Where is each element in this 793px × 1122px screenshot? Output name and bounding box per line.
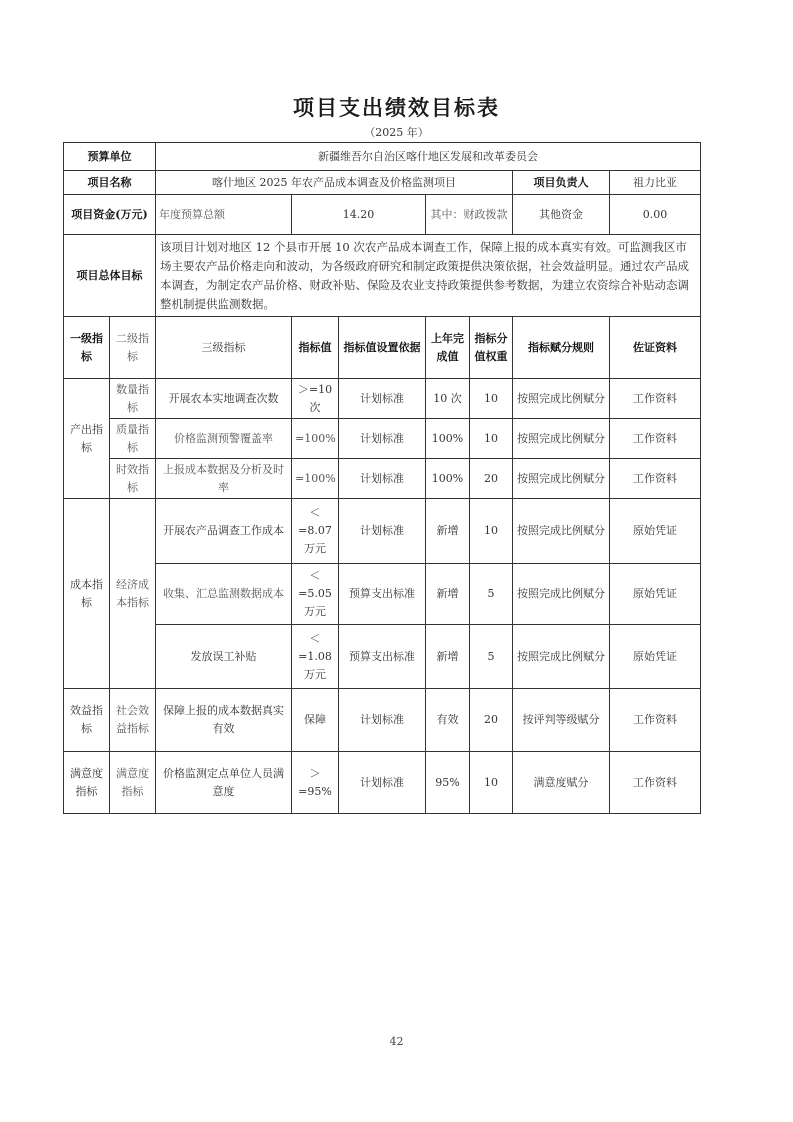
row-weight: 10 [470, 752, 513, 814]
budget-unit-value: 新疆维吾尔自治区喀什地区发展和改革委员会 [156, 143, 701, 171]
row-name: 收集、汇总监测数据成本 [156, 564, 292, 625]
budget-unit-label: 预算单位 [64, 143, 156, 171]
table-row [64, 625, 701, 689]
project-name-label: 项目名称 [64, 171, 156, 195]
row-rule: 满意度赋分 [513, 752, 610, 814]
row-rule: 按照完成比例赋分 [513, 625, 610, 689]
row-evidence: 原始凭证 [610, 499, 701, 564]
row-name: 开展农本实地调查次数 [156, 379, 292, 419]
row-evidence: 工作资料 [610, 689, 701, 752]
col-value: 指标值 [292, 317, 339, 379]
table-row [64, 459, 701, 499]
project-name-value: 喀什地区 2025 年农产品成本调查及价格监测项目 [156, 171, 513, 195]
row-name: 保障上报的成本数据真实有效 [156, 689, 292, 752]
row-name: 发放误工补贴 [156, 625, 292, 689]
row-value: ＜=5.05万元 [292, 564, 339, 625]
row-rule: 按照完成比例赋分 [513, 564, 610, 625]
row-rule: 按照完成比例赋分 [513, 379, 610, 419]
row-rule: 按照完成比例赋分 [513, 459, 610, 499]
performance-table [63, 142, 701, 814]
row-basis: 计划标准 [339, 752, 426, 814]
project-name-row [64, 171, 701, 195]
row-evidence: 工作资料 [610, 752, 701, 814]
funds-row [64, 195, 701, 235]
row-name: 价格监测定点单位人员满意度 [156, 752, 292, 814]
row-weight: 5 [470, 564, 513, 625]
row-last: 新增 [426, 499, 470, 564]
row-basis: 计划标准 [339, 379, 426, 419]
row-rule: 按照完成比例赋分 [513, 499, 610, 564]
row-value: ＜=8.07万元 [292, 499, 339, 564]
col-level3: 三级指标 [156, 317, 292, 379]
table-row [64, 419, 701, 459]
row-weight: 5 [470, 625, 513, 689]
row-rule: 按照完成比例赋分 [513, 419, 610, 459]
year-label: （2025 年） [364, 126, 429, 139]
sub-quantity: 数量指标 [110, 379, 156, 419]
row-last: 100% [426, 459, 470, 499]
row-last: 新增 [426, 625, 470, 689]
row-evidence: 原始凭证 [610, 625, 701, 689]
row-value: ＞=95% [292, 752, 339, 814]
row-name: 价格监测预警覆盖率 [156, 419, 292, 459]
sub-social: 社会效益指标 [110, 689, 156, 752]
column-header-row [64, 317, 701, 379]
goal-label: 项目总体目标 [64, 235, 156, 317]
row-value: ＜=1.08万元 [292, 625, 339, 689]
row-evidence: 工作资料 [610, 459, 701, 499]
row-value: =100% [292, 419, 339, 459]
table-row [64, 564, 701, 625]
row-weight: 10 [470, 499, 513, 564]
col-level1: 一级指标 [64, 317, 110, 379]
table-row [64, 752, 701, 814]
other-value: 0.00 [610, 195, 701, 235]
col-last-year: 上年完成值 [426, 317, 470, 379]
sub-timeliness: 时效指标 [110, 459, 156, 499]
row-name: 上报成本数据及分析及时率 [156, 459, 292, 499]
row-last: 新增 [426, 564, 470, 625]
row-basis: 计划标准 [339, 689, 426, 752]
group-satisfaction: 满意度指标 [64, 752, 110, 814]
table-row [64, 689, 701, 752]
row-weight: 20 [470, 689, 513, 752]
row-value: ＞=10次 [292, 379, 339, 419]
col-level2: 二级指标 [110, 317, 156, 379]
col-basis: 指标值设置依据 [339, 317, 426, 379]
row-weight: 10 [470, 419, 513, 459]
sub-satisfaction: 满意度指标 [110, 752, 156, 814]
row-basis: 计划标准 [339, 419, 426, 459]
row-value: =100% [292, 459, 339, 499]
row-basis: 计划标准 [339, 459, 426, 499]
goal-text: 该项目计划对地区 12 个县市开展 10 次农产品成本调查工作，保障上报的成本真实有效。可监测我区市场主要农产品价格走向和波动，为各级政府研究和制定政策提供决策依据，社会效益明显。通过农产品成本调查，为制定农产品价格、财政补贴、保险及农业支持政策提供参考数据，为建立农资综合补贴动态调整机制提供监测数据。 [156, 235, 701, 317]
row-basis: 预算支出标准 [339, 564, 426, 625]
table-row [64, 499, 701, 564]
col-weight: 指标分值权重 [470, 317, 513, 379]
sub-quality: 质量指标 [110, 419, 156, 459]
page-number: 42 [389, 1035, 404, 1048]
row-evidence: 工作资料 [610, 379, 701, 419]
leader-value: 祖力比亚 [610, 171, 701, 195]
group-output: 产出指标 [64, 379, 110, 499]
funds-label: 项目资金(万元) [64, 195, 156, 235]
col-rule: 指标赋分规则 [513, 317, 610, 379]
row-basis: 计划标准 [339, 499, 426, 564]
row-weight: 10 [470, 379, 513, 419]
row-last: 100% [426, 419, 470, 459]
other-label: 其他资金 [513, 195, 610, 235]
row-rule: 按评判等级赋分 [513, 689, 610, 752]
row-last: 95% [426, 752, 470, 814]
leader-label: 项目负责人 [513, 171, 610, 195]
row-evidence: 工作资料 [610, 419, 701, 459]
page-title: 项目支出绩效目标表 [293, 95, 500, 120]
row-weight: 20 [470, 459, 513, 499]
group-cost: 成本指标 [64, 499, 110, 689]
table-row [64, 379, 701, 419]
row-last: 有效 [426, 689, 470, 752]
annual-budget-value: 14.20 [292, 195, 426, 235]
col-evidence: 佐证资料 [610, 317, 701, 379]
row-evidence: 原始凭证 [610, 564, 701, 625]
row-basis: 预算支出标准 [339, 625, 426, 689]
row-name: 开展农产品调查工作成本 [156, 499, 292, 564]
fiscal-label: 其中：财政拨款 [426, 195, 513, 235]
group-benefit: 效益指标 [64, 689, 110, 752]
row-value: 保障 [292, 689, 339, 752]
budget-unit-row [64, 143, 701, 171]
sub-economic: 经济成本指标 [110, 499, 156, 689]
goal-row [64, 235, 701, 317]
annual-budget-label: 年度预算总额 [156, 195, 292, 235]
row-last: 10 次 [426, 379, 470, 419]
